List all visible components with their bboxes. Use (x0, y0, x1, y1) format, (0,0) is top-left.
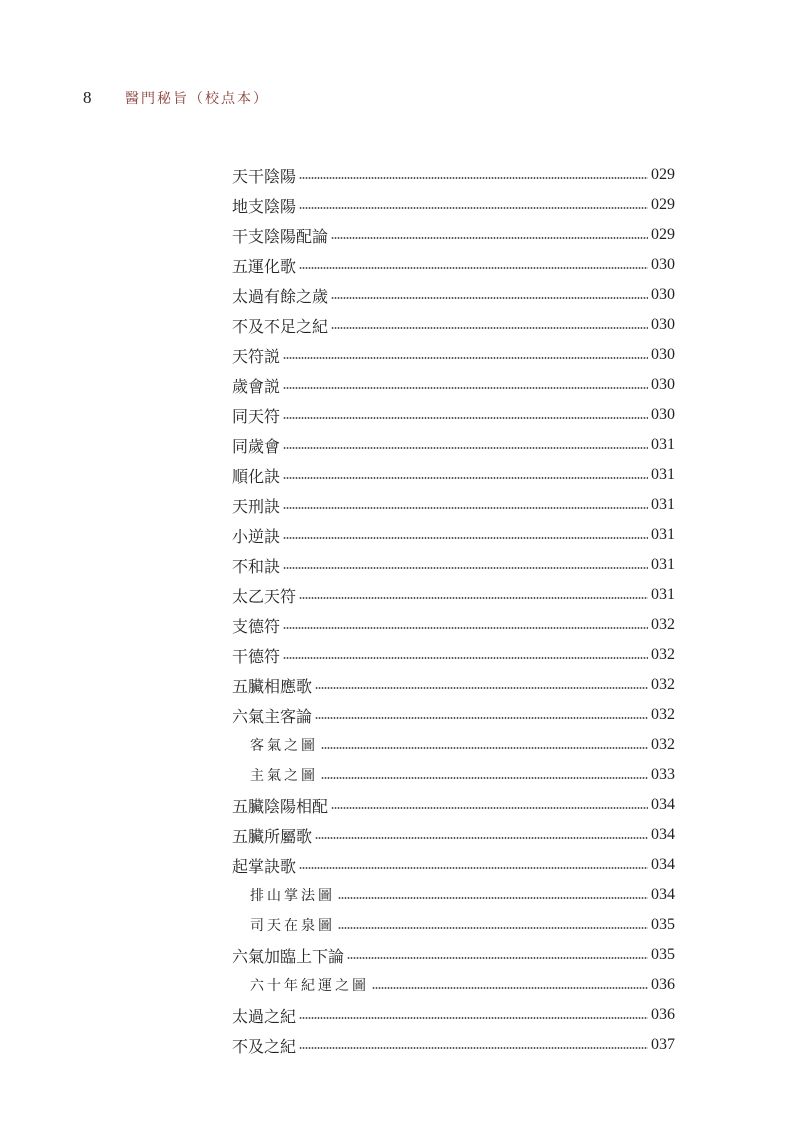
toc-entry[interactable] (232, 520, 675, 550)
dot-leader (299, 1017, 648, 1019)
toc-entry-title: 小逆訣 (232, 526, 281, 546)
toc-entry-page: 032 (651, 616, 675, 633)
toc-entry-title: 六氣加臨上下論 (232, 946, 345, 966)
book-title: 醫門秘旨（校点本） (125, 91, 269, 107)
toc-entry[interactable] (232, 280, 675, 310)
toc-entry-page: 030 (651, 256, 675, 273)
toc-entry-title: 歲會説 (232, 376, 281, 396)
toc-entry-page: 034 (651, 856, 675, 873)
dot-leader (299, 867, 648, 869)
toc-entry-title: 太乙天符 (232, 586, 297, 606)
dot-leader (338, 897, 648, 899)
dot-leader (299, 267, 648, 269)
toc-entry-page: 029 (651, 226, 675, 243)
running-header (83, 88, 269, 108)
dot-leader (315, 837, 648, 839)
dot-leader (283, 387, 648, 389)
toc-entry-title: 六氣主客論 (232, 706, 313, 726)
toc-entry-page: 035 (651, 916, 675, 933)
toc-entry-page: 032 (651, 646, 675, 663)
toc-entry-title: 起掌訣歌 (232, 856, 297, 876)
toc-entry-title: 五臟相應歌 (232, 676, 313, 696)
toc-entry-page: 036 (651, 976, 675, 993)
toc-entry-title: 太過有餘之歲 (232, 286, 329, 306)
toc-subentry[interactable] (232, 760, 675, 790)
toc-entry[interactable] (232, 940, 675, 970)
dot-leader (315, 687, 648, 689)
dot-leader (283, 477, 648, 479)
toc-entry-page: 031 (651, 466, 675, 483)
dot-leader (321, 777, 648, 779)
toc-entry-page: 029 (651, 196, 675, 213)
toc-entry-page: 034 (651, 886, 675, 903)
dot-leader (283, 357, 648, 359)
toc-entry-page: 030 (651, 406, 675, 423)
dot-leader (321, 747, 648, 749)
toc-entry[interactable] (232, 400, 675, 430)
dot-leader (372, 987, 648, 989)
toc-entry-page: 030 (651, 286, 675, 303)
toc-entry[interactable] (232, 580, 675, 610)
toc-entry-title: 主氣之圖 (250, 768, 318, 784)
toc-entry-page: 032 (651, 706, 675, 723)
dot-leader (331, 297, 648, 299)
toc-entry-title: 同歲會 (232, 436, 281, 456)
toc-entry[interactable] (232, 160, 675, 190)
toc-entry[interactable] (232, 220, 675, 250)
toc-entry-page: 033 (651, 766, 675, 783)
toc-entry-title: 客氣之圖 (250, 738, 318, 754)
toc-entry[interactable] (232, 190, 675, 220)
dot-leader (331, 807, 648, 809)
toc-entry-page: 032 (651, 676, 675, 693)
toc-subentry[interactable] (232, 730, 675, 760)
toc-entry-title: 不及之紀 (232, 1036, 297, 1056)
toc-subentry[interactable] (232, 880, 675, 910)
toc-entry[interactable] (232, 850, 675, 880)
dot-leader (315, 717, 648, 719)
toc-entry-page: 035 (651, 946, 675, 963)
toc-entry-page: 030 (651, 316, 675, 333)
toc-entry-page: 031 (651, 556, 675, 573)
toc-entry-page: 036 (651, 1006, 675, 1023)
page-number: 8 (83, 88, 92, 107)
toc-entry[interactable] (232, 340, 675, 370)
toc-entry-title: 司天在泉圖 (250, 918, 335, 934)
dot-leader (283, 417, 648, 419)
toc-entry-page: 037 (651, 1036, 675, 1053)
toc-entry-title: 五臟陰陽相配 (232, 796, 329, 816)
dot-leader (331, 327, 648, 329)
dot-leader (283, 447, 648, 449)
toc-entry-title: 天刑訣 (232, 496, 281, 516)
toc-entry[interactable] (232, 790, 675, 820)
toc-entry-title: 不及不足之紀 (232, 316, 329, 336)
toc-entry-page: 030 (651, 346, 675, 363)
toc-entry-title: 不和訣 (232, 556, 281, 576)
dot-leader (283, 627, 648, 629)
dot-leader (299, 207, 648, 209)
dot-leader (283, 567, 648, 569)
toc-entry[interactable] (232, 700, 675, 730)
toc-entry-page: 034 (651, 826, 675, 843)
toc-entry[interactable] (232, 250, 675, 280)
toc-entry-page: 031 (651, 586, 675, 603)
toc-entry[interactable] (232, 1000, 675, 1030)
toc-entry-page: 034 (651, 796, 675, 813)
dot-leader (299, 597, 648, 599)
dot-leader (331, 237, 648, 239)
dot-leader (283, 657, 648, 659)
toc-entry-title: 天干陰陽 (232, 166, 297, 186)
toc-entry-title: 太過之紀 (232, 1006, 297, 1026)
dot-leader (283, 507, 648, 509)
dot-leader (338, 927, 648, 929)
toc-entry-title: 支德符 (232, 616, 281, 636)
toc-entry-page: 031 (651, 526, 675, 543)
toc-entry-title: 干德符 (232, 646, 281, 666)
toc-entry-title: 五臟所屬歌 (232, 826, 313, 846)
toc-entry-title: 天符説 (232, 346, 281, 366)
toc-entry[interactable] (232, 670, 675, 700)
toc-entry-title: 排山掌法圖 (250, 888, 335, 904)
toc-subentry[interactable] (232, 910, 675, 940)
toc-entry-title: 順化訣 (232, 466, 281, 486)
toc-entry[interactable] (232, 370, 675, 400)
toc-entry[interactable] (232, 490, 675, 520)
dot-leader (283, 537, 648, 539)
toc-entry[interactable] (232, 1030, 675, 1060)
toc-entry-page: 032 (651, 736, 675, 753)
toc-entry-page: 030 (651, 376, 675, 393)
toc-entry-page: 031 (651, 436, 675, 453)
dot-leader (299, 177, 648, 179)
toc-entry-title: 同天符 (232, 406, 281, 426)
table-of-contents (232, 160, 675, 1060)
toc-entry-page: 029 (651, 166, 675, 183)
toc-entry[interactable] (232, 430, 675, 460)
toc-entry-title: 六十年紀運之圖 (250, 978, 369, 994)
dot-leader (347, 957, 648, 959)
toc-entry[interactable] (232, 460, 675, 490)
toc-subentry[interactable] (232, 970, 675, 1000)
dot-leader (299, 1047, 648, 1049)
toc-entry[interactable] (232, 640, 675, 670)
toc-entry[interactable] (232, 550, 675, 580)
toc-entry-page: 031 (651, 496, 675, 513)
toc-entry[interactable] (232, 820, 675, 850)
toc-entry-title: 五運化歌 (232, 256, 297, 276)
toc-entry-title: 地支陰陽 (232, 196, 297, 216)
toc-entry-title: 干支陰陽配論 (232, 226, 329, 246)
toc-entry[interactable] (232, 310, 675, 340)
toc-entry[interactable] (232, 610, 675, 640)
